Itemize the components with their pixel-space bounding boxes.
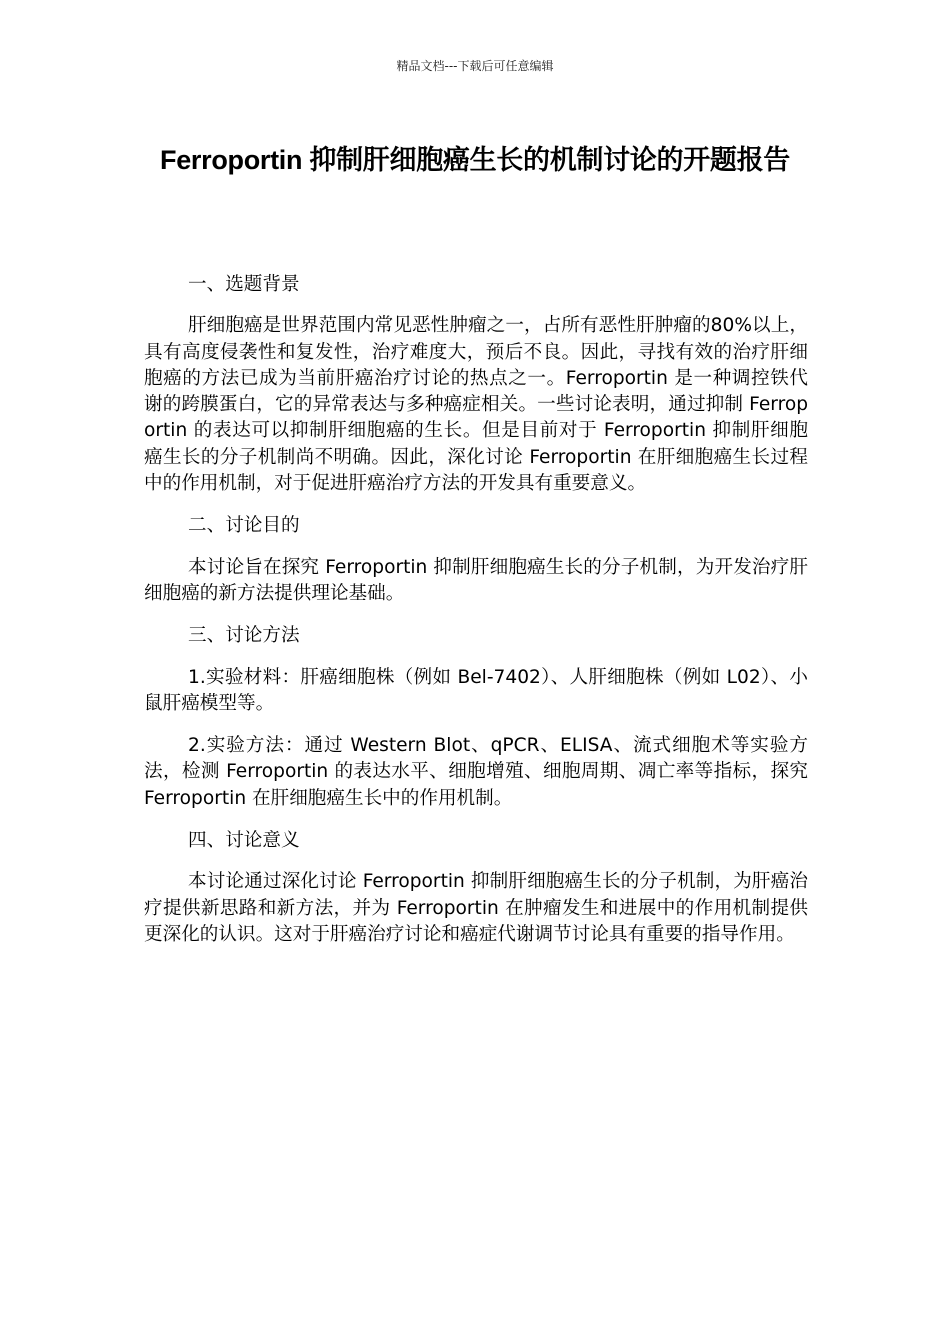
document-body — [144, 272, 808, 948]
section-heading-methods: 三、讨论方法 — [188, 625, 300, 647]
paragraph-purpose: 本讨论旨在探究 Ferroportin 抑制肝细胞癌生长的分子机制，为开发治疗肝细胞癌的新方法提供理论基础。 — [144, 556, 808, 604]
page-header-note: 精品文档---下载后可任意编辑 — [396, 59, 554, 73]
paragraph-background: 肝细胞癌是世界范围内常见恶性肿瘤之一，占所有恶性肝肿瘤的80%以上，具有高度侵袭性和复发性，治疗难度大，预后不良。因此，寻找有效的治疗肝细胞癌的方法已成为当前肝癌治疗讨论的热点之一。Ferroportin 是一种调控铁代谢的跨膜蛋白，它的异常表达与多种癌症相关。一些讨论表明，通过抑制 Ferroportin 的表达可以抑制肝细胞癌的生长。但是目前对于 Ferroportin 抑制肝细胞癌生长的分子机制尚不明确。因此，深化讨论 Ferroportin 在肝细胞癌生长过程中的作用机制，对于促进肝癌治疗方法的开发具有重要意义。 — [144, 315, 808, 495]
section-heading-significance: 四、讨论意义 — [188, 830, 300, 852]
paragraph-significance: 本讨论通过深化讨论 Ferroportin 抑制肝细胞癌生长的分子机制，为肝癌治疗提供新思路和新方法，并为 Ferroportin 在肿瘤发生和进展中的作用机制提供更深化的认识。这对于肝癌治疗讨论和癌症代谢调节讨论具有重要的指导作用。 — [144, 871, 808, 945]
section-heading-purpose: 二、讨论目的 — [188, 515, 300, 537]
paragraph-methods: 2.实验方法：通过 Western Blot、qPCR、ELISA、流式细胞术等实验方法，检测 Ferroportin 的表达水平、细胞增殖、细胞周期、凋亡率等指标，探究 Ferroportin 在肝细胞癌生长中的作用机制。 — [144, 735, 808, 809]
paragraph-materials: 1.实验材料：肝癌细胞株（例如 Bel-7402）、人肝细胞株（例如 L02）、小鼠肝癌模型等。 — [144, 666, 808, 714]
document-title: Ferroportin 抑制肝细胞癌生长的机制讨论的开题报告 — [160, 145, 790, 175]
section-heading-background: 一、选题背景 — [188, 274, 300, 295]
